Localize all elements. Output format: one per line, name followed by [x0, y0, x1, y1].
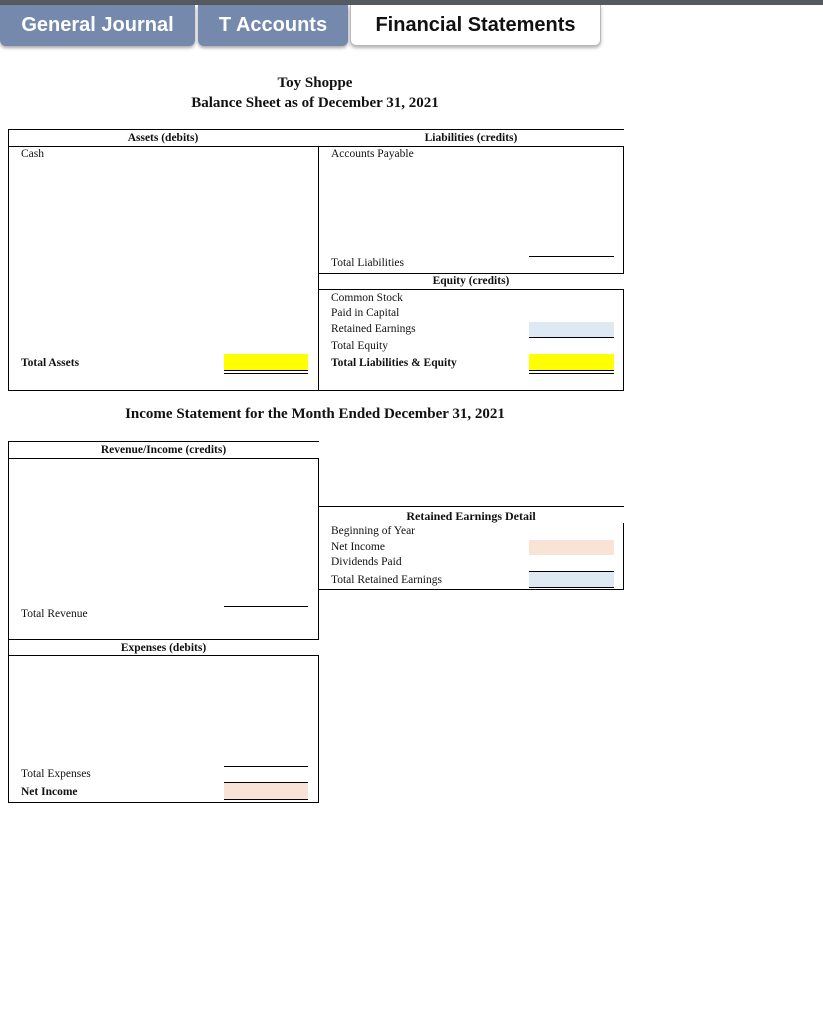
retained-earnings-underline	[529, 337, 614, 338]
expenses-header-rule	[8, 655, 319, 656]
net-income-double-rule-1	[224, 799, 308, 800]
bs-bottom-rule	[8, 390, 624, 391]
revenue-header: Revenue/Income (credits)	[100, 444, 227, 456]
tab-t-accounts[interactable]: T Accounts	[198, 5, 348, 46]
equity-row-common-stock: Common Stock	[331, 292, 403, 304]
total-expenses-label: Total Expenses	[21, 768, 91, 780]
re-detail-right-border	[623, 523, 624, 590]
total-assets-double-rule-1	[224, 370, 308, 371]
tab-general-journal[interactable]: General Journal	[0, 5, 195, 46]
asset-row-cash: Cash	[21, 148, 44, 160]
equity-row-retained-earnings: Retained Earnings	[331, 323, 416, 335]
revenue-bottom-rule	[8, 639, 319, 640]
total-expenses-field[interactable]	[224, 766, 308, 767]
liabilities-bottom-rule	[318, 273, 624, 274]
assets-header: Assets (debits)	[127, 132, 199, 144]
total-liabilities-field[interactable]	[529, 256, 614, 257]
total-assets-field[interactable]	[224, 354, 308, 370]
equity-header-rule	[318, 289, 624, 290]
total-assets-double-rule-2	[224, 373, 308, 374]
balance-sheet-title: Balance Sheet as of December 31, 2021	[191, 95, 439, 111]
total-liabilities-equity-double-rule-2	[529, 373, 614, 374]
bs-top-rule	[8, 129, 624, 130]
total-liabilities-label: Total Liabilities	[331, 257, 404, 269]
total-equity-label: Total Equity	[331, 340, 389, 352]
revenue-header-rule	[8, 458, 319, 459]
bs-right-border-lower	[623, 289, 624, 391]
re-detail-header: Retained Earnings Detail	[406, 509, 536, 523]
re-row-beginning-of-year: Beginning of Year	[331, 525, 416, 537]
total-revenue-label: Total Revenue	[21, 608, 88, 620]
bs-middle-border	[318, 146, 319, 391]
total-liabilities-equity-field[interactable]	[529, 354, 614, 370]
re-total-label: Total Retained Earnings	[331, 574, 442, 586]
total-liabilities-equity-double-rule-1	[529, 370, 614, 371]
liabilities-header: Liabilities (credits)	[424, 132, 518, 144]
is-bottom-rule	[8, 802, 319, 803]
equity-row-paid-in-capital: Paid in Capital	[331, 307, 400, 319]
total-assets-label: Total Assets	[21, 357, 80, 369]
liability-row-accounts-payable: Accounts Payable	[331, 148, 414, 160]
re-row-dividends-paid: Dividends Paid	[331, 556, 402, 568]
bs-right-border-upper	[623, 146, 624, 274]
re-detail-top-rule	[318, 506, 624, 507]
revenue-top-rule	[8, 441, 319, 442]
equity-header: Equity (credits)	[432, 275, 510, 287]
re-total-double-rule	[529, 587, 614, 588]
re-net-income-field[interactable]	[529, 540, 614, 555]
company-name: Toy Shoppe	[277, 75, 353, 91]
re-row-net-income: Net Income	[331, 541, 385, 553]
net-income-field[interactable]	[224, 783, 308, 799]
bs-header-rule	[8, 146, 624, 147]
is-left-border	[8, 441, 9, 803]
total-revenue-field[interactable]	[224, 606, 308, 607]
total-liabilities-equity-label: Total Liabilities & Equity	[331, 357, 457, 369]
re-detail-bottom-rule	[318, 589, 624, 590]
tab-financial-statements[interactable]: Financial Statements	[350, 5, 601, 46]
expenses-right-border	[318, 655, 319, 803]
bs-left-border	[8, 129, 9, 391]
expenses-header: Expenses (debits)	[120, 642, 207, 654]
re-total-field[interactable]	[529, 572, 614, 587]
net-income-label: Net Income	[21, 786, 78, 798]
revenue-right-border	[318, 458, 319, 640]
retained-earnings-field[interactable]	[529, 322, 614, 337]
income-statement-title: Income Statement for the Month Ended December 31, 2021	[125, 406, 505, 422]
